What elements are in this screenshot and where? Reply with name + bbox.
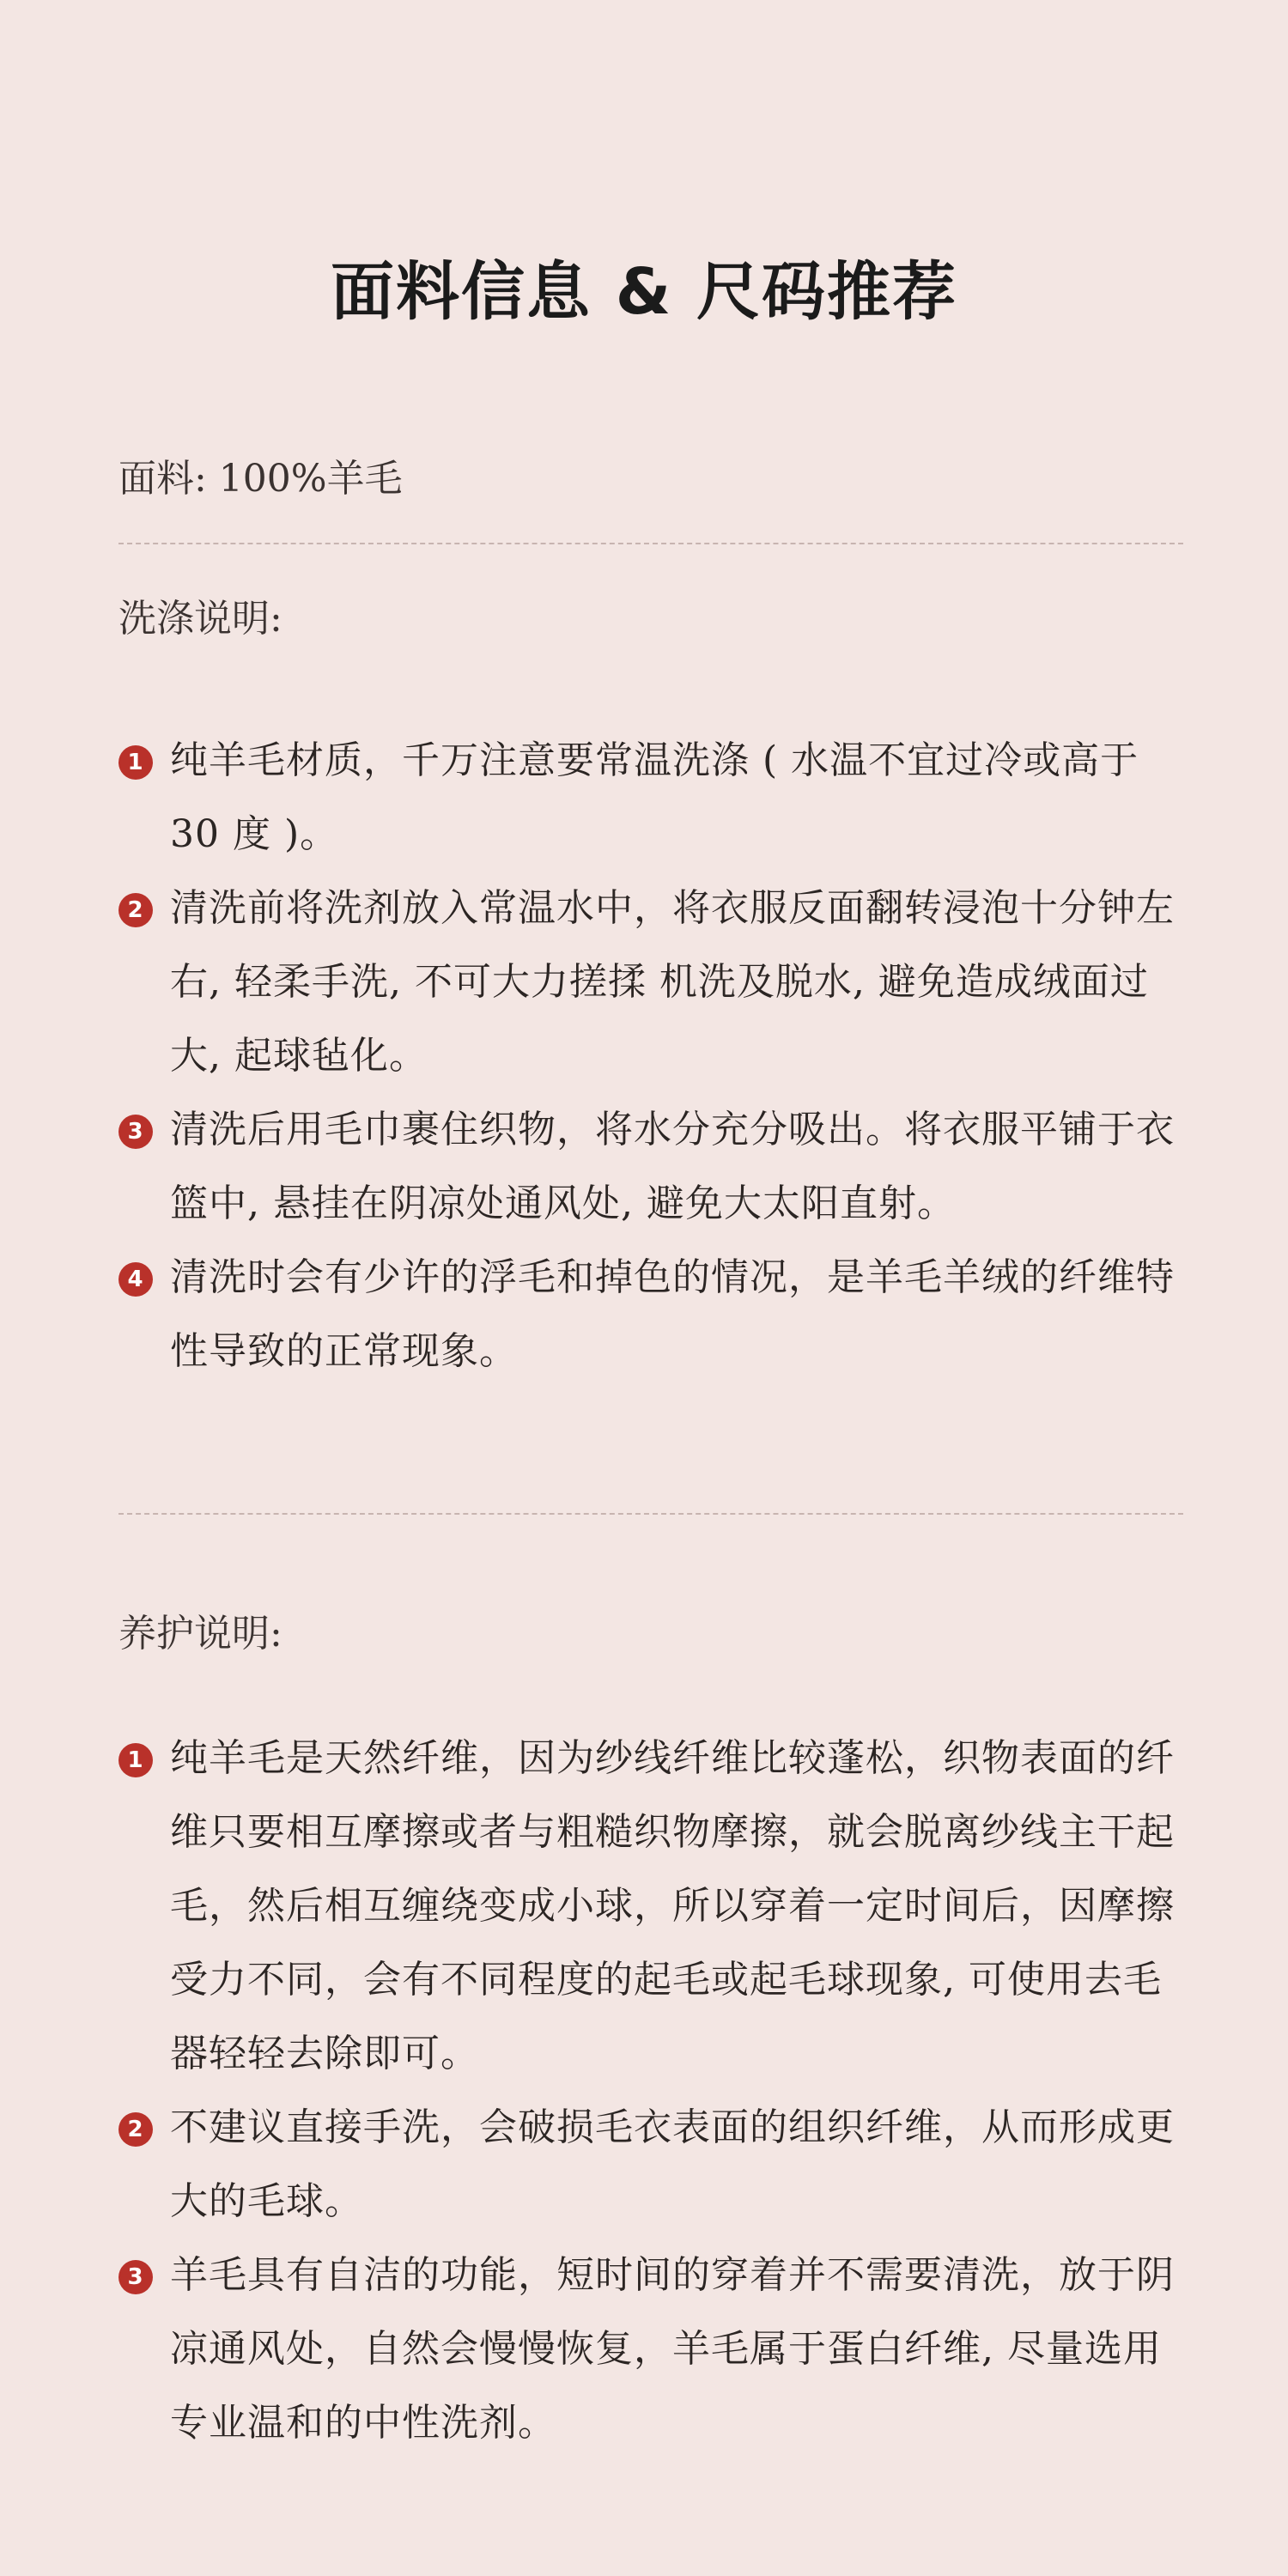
list-item-text: 清洗后用毛巾裹住织物，将水分充分吸出。将衣服平铺于衣篮中, 悬挂在阴凉处通风处, 避免大太阳直射。 <box>170 1108 1175 1225</box>
divider <box>118 1513 1183 1515</box>
list-item <box>118 1241 1192 1388</box>
list-item-text: 不建议直接手洗，会破损毛衣表面的组织纤维，从而形成更大的毛球。 <box>170 2105 1175 2223</box>
washing-instructions-list <box>118 724 1192 1388</box>
number-badge: 1 <box>118 1743 153 1777</box>
list-item-text: 纯羊毛材质，千万注意要常温洗涤 ( 水温不宜过冷或高于 30 度 )。 <box>170 738 1139 856</box>
list-item <box>118 2091 1192 2239</box>
material-info: 面料: 100%羊毛 <box>118 457 403 501</box>
list-item <box>118 1093 1192 1241</box>
list-item-text: 纯羊毛是天然纤维，因为纱线纤维比较蓬松，织物表面的纤维只要相互摩擦或者与粗糙织物摩擦，就会脱离纱线主干起毛，然后相互缠绕变成小球，所以穿着一定时间后，因摩擦受力不同，会有不同程度的起毛或起毛球现象, 可使用去毛器轻轻去除即可。 <box>170 1736 1175 2075</box>
list-item-text: 羊毛具有自洁的功能，短时间的穿着并不需要清洗，放于阴凉通风处，自然会慢慢恢复，羊毛属于蛋白纤维, 尽量选用专业温和的中性洗剂。 <box>170 2253 1175 2445</box>
list-item-text: 清洗时会有少许的浮毛和掉色的情况，是羊毛羊绒的纤维特性导致的正常现象。 <box>170 1255 1175 1373</box>
number-badge: 1 <box>118 745 153 780</box>
number-badge: 3 <box>118 2260 153 2294</box>
number-badge: 3 <box>118 1115 153 1149</box>
number-badge: 2 <box>118 2112 153 2147</box>
care-heading: 养护说明: <box>118 1612 283 1656</box>
divider <box>118 543 1183 544</box>
list-item <box>118 872 1192 1093</box>
list-item-text: 清洗前将洗剂放入常温水中，将衣服反面翻转浸泡十分钟左右, 轻柔手洗, 不可大力搓揉 机洗及脱水, 避免造成绒面过大, 起球毡化。 <box>170 886 1175 1078</box>
page-title: 面料信息 & 尺码推荐 <box>330 255 958 329</box>
care-instructions-list <box>118 1722 1192 2460</box>
washing-heading: 洗涤说明: <box>118 597 283 641</box>
list-item <box>118 724 1192 872</box>
number-badge: 4 <box>118 1262 153 1297</box>
list-item <box>118 1722 1192 2091</box>
list-item <box>118 2239 1192 2460</box>
number-badge: 2 <box>118 893 153 927</box>
